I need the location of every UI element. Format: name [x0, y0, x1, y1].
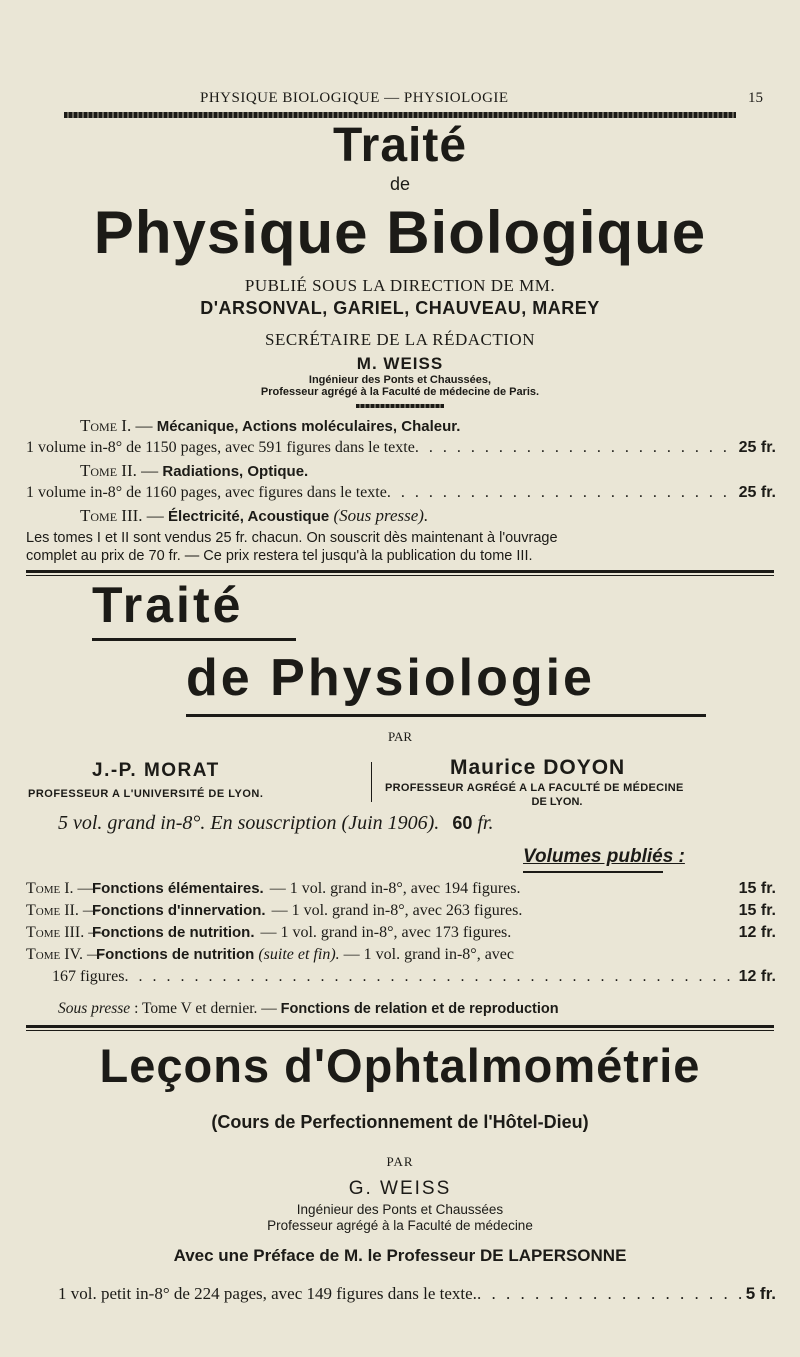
physique-tome2 [80, 461, 308, 481]
author1-name: J.-P. MORAT [92, 760, 220, 781]
physique-note-1: Les tomes I et II sont vendus 25 fr. chacun. On souscrit dès maintenant à l'ouvrage [26, 530, 558, 546]
ophtalmo-title: Leçons d'Ophtalmométrie [99, 1039, 701, 1092]
tome-title: Mécanique, Actions moléculaires, Chaleur. [156, 418, 461, 435]
tome-note: (Sous presse). [333, 506, 429, 525]
tome-desc: — 1 vol. grand in-8°, avec 194 figures. [269, 880, 521, 897]
author2-title-1: PROFESSEUR AGRÉGÉ A LA FACULTÉ DE MÉDECINE [385, 782, 684, 794]
ophtalmo-author-title-2: Professeur agrégé à la Faculté de médecine [267, 1218, 533, 1233]
physiologie-tome4 [26, 946, 514, 964]
physique-rule [356, 404, 444, 408]
physiologie-tome-row [26, 880, 776, 898]
page-number: 15 [748, 90, 763, 106]
physique-tome3 [80, 506, 428, 526]
dot-leader [415, 439, 735, 457]
author2-title-2: DE LYON. [531, 796, 583, 808]
ophtalmo-author: G. WEISS [348, 1178, 452, 1199]
ophtalmo-subtitle: (Cours de Perfectionnement de l'Hôtel-Dieu) [211, 1112, 589, 1132]
author2-name: Maurice DOYON [450, 756, 626, 779]
physiologie-title-1: Traité [92, 577, 244, 633]
tome-label: Tome III. — [80, 506, 164, 525]
physique-directors: D'ARSONVAL, GARIEL, CHAUVEAU, MAREY [200, 298, 600, 318]
physique-title-1: Traité [332, 119, 468, 172]
physique-tome1 [80, 416, 460, 436]
ophtalmo-author-title-1: Ingénieur des Ponts et Chaussées [296, 1202, 504, 1217]
physiologie-par: PAR [387, 729, 413, 744]
tome-label: Tome IV. — [26, 946, 104, 963]
tome-price: 12 fr. [738, 968, 776, 985]
physique-publie: PUBLIÉ SOUS LA DIRECTION DE MM. [244, 276, 556, 295]
section-divider [26, 570, 774, 573]
souscription-line [58, 812, 493, 835]
physique-weiss: M. WEISS [356, 354, 444, 373]
tome-title: Électricité, Acoustique [168, 508, 330, 525]
author1-title: PROFESSEUR A L'UNIVERSITÉ DE LYON. [28, 788, 264, 800]
souscription-text: 5 vol. grand in-8°. En souscription (Juin 1906). [58, 812, 440, 834]
tome-desc: — 1 vol. grand in-8°, avec 173 figures. [260, 924, 512, 941]
tome-label: Tome III. — [26, 924, 105, 941]
tome-label: Tome I. — [26, 880, 94, 897]
ophtalmo-preface: Avec une Préface de M. le Professeur DE LAPERSONNE [173, 1246, 627, 1265]
tome-price: 15 fr. [738, 880, 776, 897]
physique-weiss-title-1: Ingénieur des Ponts et Chaussées, [308, 374, 492, 386]
tome-title: Fonctions de nutrition. [92, 924, 255, 941]
tome-title: Fonctions d'innervation. [92, 902, 266, 919]
physique-weiss-title-2: Professeur agrégé à la Faculté de médecine de Paris. [260, 386, 540, 398]
souscription-unit: fr. [477, 812, 494, 834]
tome-label: Tome I. — [80, 416, 153, 435]
souscription-price: 60 [452, 813, 473, 833]
physique-title-2: Physique Biologique [93, 199, 707, 266]
tome-desc: 1 volume in-8° de 1160 pages, avec figures dans le texte [26, 484, 387, 501]
ophtalmo-desc-row [58, 1284, 776, 1304]
tome-price: 15 fr. [738, 902, 776, 919]
title-underline [186, 714, 706, 717]
dot-leader [477, 1284, 742, 1304]
sous-presse-label: Sous presse [58, 1000, 131, 1017]
physique-tome2-desc-row [26, 484, 776, 502]
tome-title: Fonctions élémentaires. [92, 880, 264, 897]
volumes-publies: Volumes publiés : [523, 846, 685, 867]
physique-title-de: de [389, 174, 411, 194]
tome-desc: 1 volume in-8° de 1150 pages, avec 591 figures dans le texte [26, 439, 415, 456]
tome-price: 25 fr. [738, 484, 776, 501]
volumes-underline [523, 871, 663, 873]
tome-desc: — 1 vol. grand in-8°, avec 263 figures. [271, 902, 523, 919]
ophtalmo-price: 5 fr. [745, 1284, 776, 1303]
physique-tome1-desc-row [26, 439, 776, 457]
sous-presse-text: : Tome V et dernier. — [134, 1000, 277, 1017]
title-underline [92, 638, 296, 641]
physique-note-2: complet au prix de 70 fr. — Ce prix restera tel jusqu'à la publication du tome III. [26, 548, 533, 564]
physique-secretaire: SECRÉTAIRE DE LA RÉDACTION [265, 330, 535, 349]
ophtalmo-par: PAR [386, 1154, 414, 1169]
tome-title: Fonctions de nutrition [96, 946, 255, 963]
sous-presse [58, 1000, 559, 1018]
section-divider [26, 1025, 774, 1028]
tome-label: Tome II. — [80, 461, 159, 480]
tome-title: Radiations, Optique. [162, 463, 309, 480]
tome-price: 12 fr. [738, 924, 776, 941]
tome-desc: 167 figures [52, 968, 125, 985]
ophtalmo-desc: 1 vol. petit in-8° de 224 pages, avec 149 figures dans le texte. [58, 1284, 477, 1303]
author-divider [371, 762, 372, 802]
tome-note: (suite et fin). [258, 946, 340, 963]
dot-leader [387, 484, 735, 502]
running-title: PHYSIQUE BIOLOGIQUE — PHYSIOLOGIE [200, 90, 509, 106]
physiologie-tome4-row2 [52, 968, 776, 986]
tome-desc: — 1 vol. grand in-8°, avec [343, 946, 514, 963]
sous-presse-title: Fonctions de relation et de reproduction [280, 1001, 559, 1017]
tome-label: Tome II. — [26, 902, 99, 919]
tome-price: 25 fr. [738, 439, 776, 456]
physiologie-tome-row [26, 924, 776, 942]
dot-leader [124, 968, 734, 986]
physiologie-tome-row [26, 902, 776, 920]
physiologie-title-2: de Physiologie [186, 649, 595, 707]
section-divider [26, 1030, 774, 1031]
